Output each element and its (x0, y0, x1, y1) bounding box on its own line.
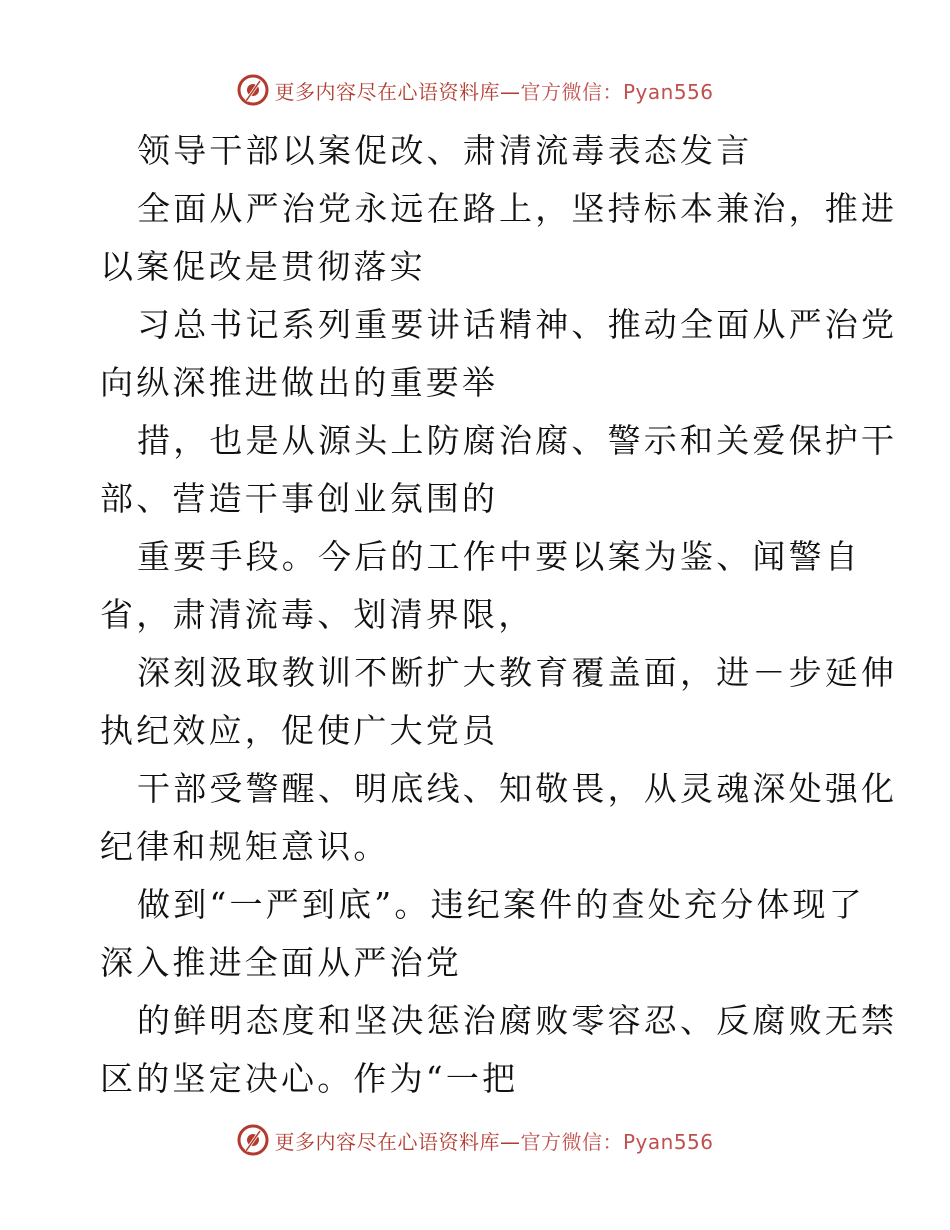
text-line: 执纪效应，促使广大党员 (100, 711, 499, 750)
watermark-dash: — (499, 79, 521, 104)
text-line: 深入推进全面从严治党 (100, 943, 462, 982)
text-line: 区的坚定决心。作为“一把 (100, 1059, 519, 1098)
watermark-dash: — (499, 1129, 521, 1154)
text-line: 做到“一严到底”。违纪案件的查处充分体现了 (137, 885, 865, 924)
watermark-main: 更多内容尽在心语资料库 (274, 1129, 500, 1154)
text-line: 纪律和规矩意识。 (100, 827, 390, 866)
text-line: 的鲜明态度和坚决惩治腐败零容忍、反腐败无禁 (137, 1001, 898, 1040)
text-line: 重要手段。今后的工作中要以案为鉴、闻警自 (137, 537, 861, 576)
watermark-wechat-label: 官方微信： (520, 1129, 623, 1154)
text-line: 省，肃清流毒、划清界限， (100, 595, 535, 634)
watermark-text (274, 76, 713, 105)
text-line: 深刻汲取教训不断扩大教育覆盖面，进－步延伸 (137, 653, 898, 692)
watermark-main: 更多内容尽在心语资料库 (274, 79, 500, 104)
watermark-wechat-label: 官方微信： (520, 79, 623, 104)
document-title: 领导干部以案促改、肃清流毒表态发言 (137, 131, 753, 170)
watermark-wechat-id: Pyan556 (622, 79, 714, 104)
text-line: 措，也是从源头上防腐治腐、警示和关爱保护干 (137, 421, 898, 460)
watermark-wechat-id: Pyan556 (622, 1129, 714, 1154)
text-line: 全面从严治党永远在路上，坚持标本兼治，推进 (137, 189, 898, 228)
header-watermark (0, 70, 950, 110)
footer-watermark (0, 1120, 950, 1160)
logo-icon (236, 73, 270, 107)
watermark-text (274, 1126, 713, 1155)
logo-icon (236, 1123, 270, 1157)
text-line: 习总书记系列重要讲话精神、推动全面从严治党 (137, 305, 898, 344)
document-body (100, 122, 898, 1108)
text-line: 以案促改是贯彻落实 (100, 247, 426, 286)
text-line: 干部受警醒、明底线、知敬畏，从灵魂深处强化 (137, 769, 898, 808)
text-line: 部、营造干事创业氛围的 (100, 479, 499, 518)
text-line: 向纵深推进做出的重要举 (100, 363, 499, 402)
